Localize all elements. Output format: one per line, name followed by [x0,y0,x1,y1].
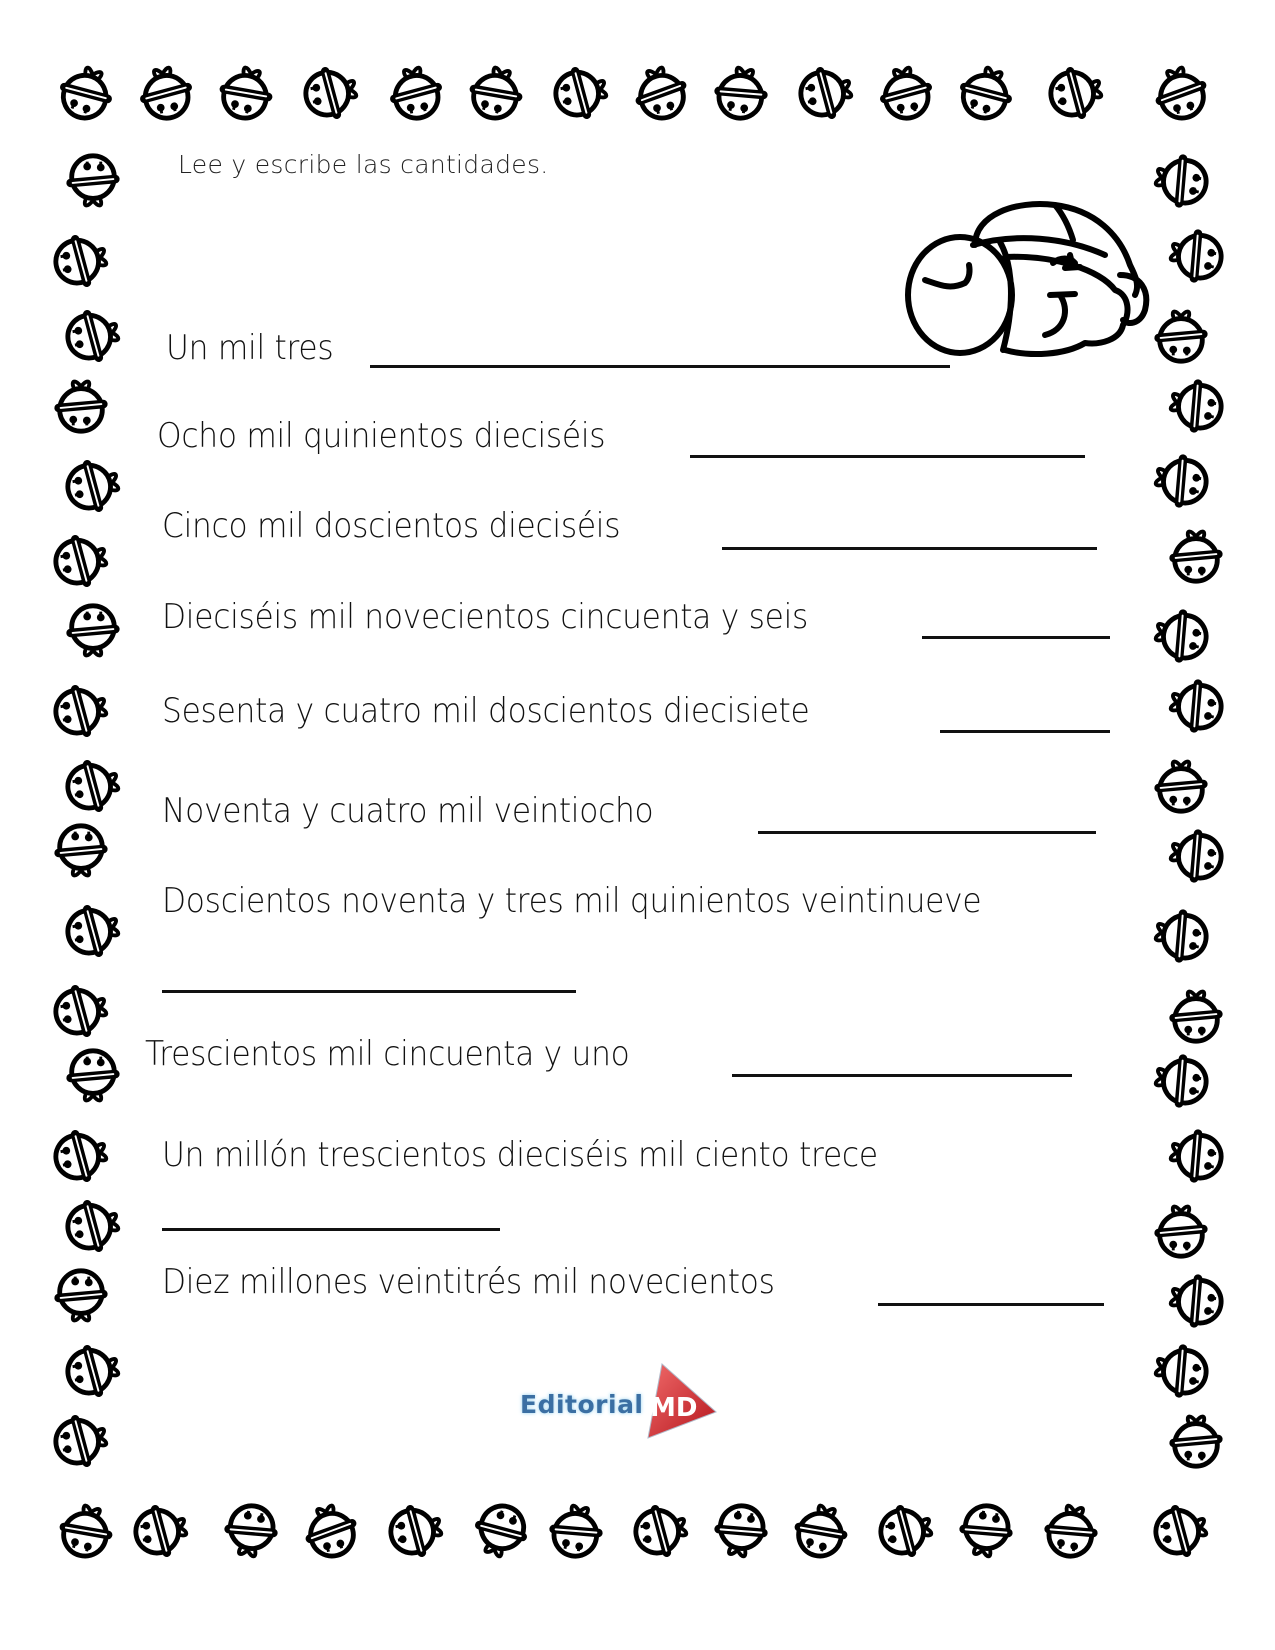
jingle-bell-icon [1040,1500,1102,1562]
jingle-bell-icon [62,1340,124,1402]
jingle-bell-icon [50,680,112,742]
jingle-bell-icon [130,1500,192,1562]
jingle-bell-icon [1165,1125,1227,1187]
item-text: Sesenta y cuatro mil doscientos diecisiete [162,691,810,731]
jingle-bell-icon [630,1500,692,1562]
jingle-bell-icon [1165,525,1227,587]
jingle-bell-icon [1165,675,1227,737]
jingle-bell-icon [55,62,117,124]
item-text: Cinco mil doscientos dieciséis [162,506,621,546]
jingle-bell-icon [135,62,197,124]
editorial-md-logo [520,1360,710,1440]
jingle-bell-icon [1150,450,1212,512]
jingle-bell-icon [545,1500,607,1562]
jingle-bell-icon [50,1410,112,1472]
item-text: Noventa y cuatro mil veintiocho [162,791,654,831]
jingle-bell-icon [1150,1050,1212,1112]
answer-line[interactable] [940,730,1110,733]
answer-line[interactable] [370,365,950,368]
jingle-bell-icon [550,62,612,124]
jingle-bell-icon [50,530,112,592]
item-text: Diez millones veintitrés mil novecientos [162,1262,775,1302]
jingle-bell-icon [630,62,692,124]
jingle-bell-icon [710,62,772,124]
jingle-bell-icon [1165,1270,1227,1332]
jingle-bell-icon [1165,1410,1227,1472]
jingle-bell-icon [50,820,112,882]
jingle-bell-icon [875,62,937,124]
answer-line[interactable] [690,455,1085,458]
item-text: Doscientos noventa y tres mil quinientos veintinueve [162,881,982,921]
jingle-bell-icon [1150,605,1212,667]
logo-text: Editorial [520,1390,644,1419]
jingle-bell-icon [1045,62,1107,124]
jingle-bell-icon [50,980,112,1042]
jingle-bell-icon [62,900,124,962]
jingle-bell-icon [215,62,277,124]
item-text: Trescientos mil cincuenta y uno [145,1034,630,1074]
svg-text:MD: MD [650,1393,698,1423]
jingle-bell-icon [470,1500,532,1562]
jingle-bell-icon [62,305,124,367]
jingle-bell-icon [1165,825,1227,887]
answer-line[interactable] [758,831,1096,834]
jingle-bell-icon [50,375,112,437]
jingle-bell-icon [55,1500,117,1562]
jingle-bell-icon [62,1195,124,1257]
item-text: Un mil tres [166,328,334,368]
logo-mark-icon [640,1360,720,1440]
jingle-bell-icon [62,455,124,517]
jingle-bell-icon [1150,1340,1212,1402]
jingle-bell-icon [50,1265,112,1327]
jingle-bell-icon [300,62,362,124]
jingle-bell-icon [1150,62,1212,124]
jingle-bell-icon [875,1500,937,1562]
jingle-bell-icon [300,1500,362,1562]
jingle-bell-icon [795,62,857,124]
reindeer-mascot-icon [905,195,1165,375]
jingle-bell-icon [1150,755,1212,817]
answer-line[interactable] [732,1074,1072,1077]
answer-line[interactable] [722,547,1097,550]
item-text: Dieciséis mil novecientos cincuenta y seis [162,597,809,637]
jingle-bell-icon [710,1500,772,1562]
item-text: Ocho mil quinientos dieciséis [157,416,606,456]
answer-line[interactable] [162,990,576,993]
jingle-bell-icon [1165,985,1227,1047]
jingle-bell-icon [385,1500,447,1562]
jingle-bell-icon [50,230,112,292]
jingle-bell-icon [955,62,1017,124]
answer-line[interactable] [162,1228,500,1231]
jingle-bell-icon [790,1500,852,1562]
jingle-bell-icon [1150,905,1212,967]
jingle-bell-icon [955,1500,1017,1562]
jingle-bell-icon [62,150,124,212]
answer-line[interactable] [922,636,1110,639]
answer-line[interactable] [878,1303,1104,1306]
jingle-bell-icon [1150,1200,1212,1262]
jingle-bell-icon [62,600,124,662]
jingle-bell-icon [1165,225,1227,287]
jingle-bell-icon [50,1125,112,1187]
jingle-bell-icon [465,62,527,124]
jingle-bell-icon [1150,1500,1212,1562]
jingle-bell-icon [385,62,447,124]
jingle-bell-icon [62,1045,124,1107]
jingle-bell-icon [220,1500,282,1562]
jingle-bell-icon [1165,375,1227,437]
jingle-bell-icon [62,755,124,817]
item-text: Un millón trescientos dieciséis mil ciento trece [162,1135,878,1175]
instruction-text: Lee y escribe las cantidades. [178,150,549,179]
